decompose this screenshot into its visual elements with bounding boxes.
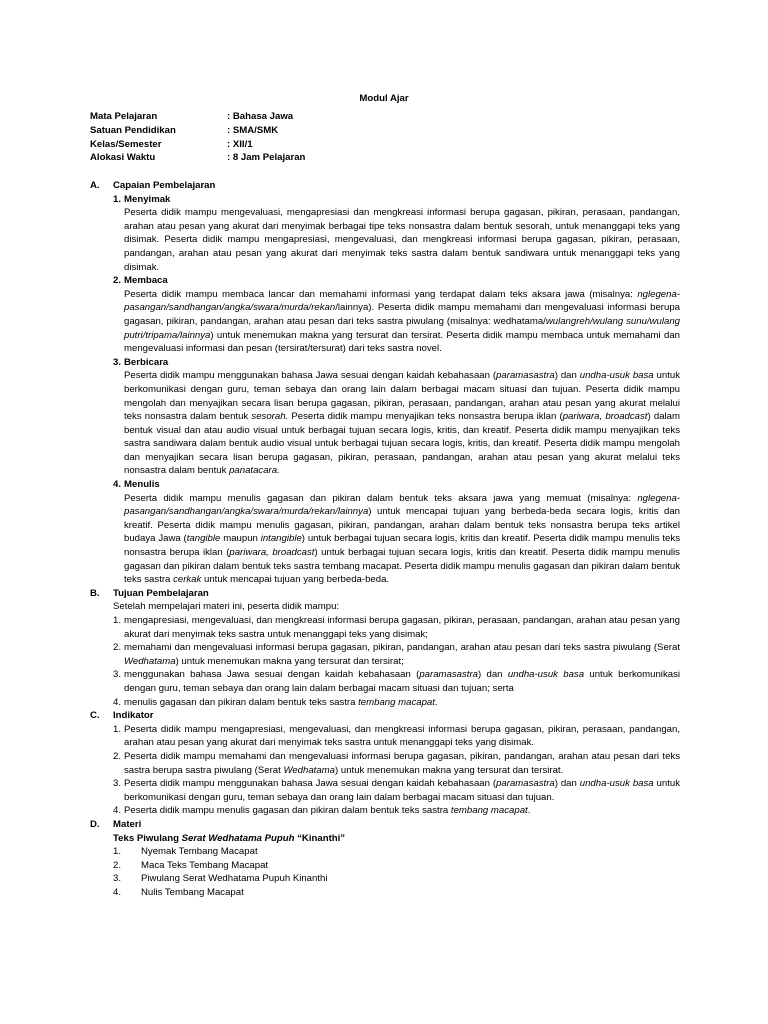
italic-text: cerkak <box>173 574 202 586</box>
italic-text: intangible <box>260 533 302 545</box>
document-content <box>90 179 680 899</box>
meta-key: Satuan Pendidikan <box>90 124 176 136</box>
list-number: 2. <box>113 750 122 762</box>
section-letter: B. <box>90 587 100 599</box>
list-text <box>124 777 680 804</box>
italic-text: pariwara, broadcast <box>229 547 315 559</box>
list-item <box>113 614 680 641</box>
meta-row <box>90 138 305 152</box>
subsection-heading <box>113 274 680 288</box>
list-number: 2. <box>113 859 122 871</box>
meta-value: : 8 Jam Pelajaran <box>227 152 306 164</box>
subsection-title: Membaca <box>124 275 168 287</box>
subsection-number: 4. <box>113 479 122 491</box>
section-letter: A. <box>90 180 100 191</box>
subsection-number: 2. <box>113 275 122 287</box>
italic-text: undha-usuk basa <box>579 778 654 790</box>
text-segment: Peserta didik mampu menulis gagasan dan pikiran dalam bentuk teks aksara jawa yang memuat (misalnya: <box>124 492 638 504</box>
document-title: Modul Ajar <box>359 93 409 104</box>
text-segment: Peserta didik mampu membaca lancar dan memahami informasi yang terdapat dalam teks aksara jawa (misalnya: <box>124 288 638 300</box>
text-segment: ) untuk menemukan makna yang tersurat dan tersirat. Peserta didik mampu membaca untuk memahami dan mengevaluasi informasi dan pesan (tersirat/tersurat) dari teks sastra novel. <box>124 329 680 355</box>
section-heading <box>90 179 680 193</box>
list-number: 1. <box>113 846 122 858</box>
text-segment: . <box>527 805 531 817</box>
text-segment: ) dan <box>554 370 580 382</box>
text-segment: Peserta didik mampu menggunakan bahasa Jawa sesuai dengan kaidah kebahasaan ( <box>124 370 497 382</box>
section-title: Capaian Pembelajaran <box>113 180 216 191</box>
section-letter: C. <box>90 710 100 722</box>
section-letter: D. <box>90 818 100 830</box>
list-text: Nyemak Tembang Macapat <box>141 846 258 858</box>
italic-text: paramasastra <box>496 778 555 790</box>
italic-text: paramasastra <box>419 669 478 681</box>
italic-text: pariwara, broadcast <box>562 411 648 423</box>
text-segment: ) dan <box>554 778 580 790</box>
materi-item <box>113 859 680 873</box>
list-text <box>124 696 680 710</box>
italic-text: nglegena-pasangan/sandhangan/angka/swara/murda/rekan/lainnya <box>124 492 680 518</box>
text-segment: ) dan <box>477 669 508 681</box>
list-item <box>113 750 680 777</box>
italic-text: Wedhatama <box>283 764 336 776</box>
meta-value: : XII/1 <box>227 138 253 150</box>
text-segment: Peserta didik mampu menyajikan teks nonsastra berupa iklan ( <box>288 411 563 423</box>
list-number: 4. <box>113 805 122 817</box>
italic-text: sesorah. <box>251 411 289 423</box>
subsection-title: Berbicara <box>124 356 169 368</box>
list-item <box>113 777 680 804</box>
italic-text: undha-usuk basa <box>579 370 654 382</box>
text-segment: ) untuk mencapai tujuan yang berbeda-beda secara logis, kritis dan kreatif. Peserta didik mampu menulis gagasan, pikiran, pandangan, arahan dalam bentuk teks nonsastra berupa teks artikel budaya Jawa ( <box>124 506 680 545</box>
meta-row <box>90 151 305 165</box>
list-text: Nulis Tembang Macapat <box>141 886 244 898</box>
section-intro: Setelah mempelajari materi ini, peserta didik mampu: <box>113 601 340 613</box>
text-segment: mengapresiasi, mengevaluasi, dan mengkreasi informasi berupa gagasan, pikiran, perasaan, pandangan, arahan atau pesan yang akurat dari menyimak teks sastra untuk menanggapi teks yang disimak; <box>124 615 680 640</box>
italic-text: Serat Wedhatama Pupuh <box>181 832 295 844</box>
list-item <box>113 641 680 668</box>
section-title: Indikator <box>113 710 154 722</box>
list-number: 4. <box>113 886 122 898</box>
subsection-number: 3. <box>113 356 122 368</box>
text-segment: Peserta didik mampu mengapresiasi, mengevaluasi, dan mengkreasi informasi berupa gagasan, pikiran, perasaan, pandangan, arahan atau pesan yang akurat dari menyimak teks sastra untuk menanggapi teks yang disimak. <box>124 723 680 749</box>
text-segment: “Kinanthi” <box>294 832 346 844</box>
text-segment: Peserta didik mampu memahami dan mengevaluasi informasi berupa gagasan, pikiran, pandangan, arahan atau pesan dari teks sastra berupa sastra piwulang (Serat <box>124 750 680 776</box>
italic-text: paramasastra <box>496 370 555 382</box>
italic-text: Wedhatama <box>124 655 176 667</box>
text-segment: /lainnya). Peserta didik mampu memahami dan mengevaluasi informasi berupa gagasan, pikiran, pandangan, arahan atau pesan dari teks sastra piwulang (misalnya: wedhatama/ <box>124 302 680 327</box>
italic-text: tangible <box>186 533 221 545</box>
text-segment: untuk berkomunikasi dengan guru, teman sebaya dan orang lain dalam berbagai macam situasi dan tujuan. <box>124 778 681 803</box>
italic-text: panatacara. <box>229 465 280 477</box>
italic-text: undha-usuk basa <box>507 669 585 681</box>
list-text <box>124 668 680 695</box>
text-segment: ) untuk berbagai tujuan secara logis, kritis dan kreatif. Peserta didik mampu menulis gagasan dan pikiran dalam bentuk teks sastra tembang macapat. Peserta didik mampu menulis gagasan dan pikiran dalam bentuk teks sastra <box>124 547 680 586</box>
text-segment: memahami dan mengevaluasi informasi berupa gagasan, pikiran, pandangan, arahan atau pesan dari teks sastra piwulang (Serat <box>124 642 680 654</box>
meta-key: Alokasi Waktu <box>90 152 156 164</box>
list-text <box>124 750 680 777</box>
list-text: Piwulang Serat Wedhatama Pupuh Kinanthi <box>141 873 328 885</box>
text-segment: menulis gagasan dan pikiran dalam bentuk teks sastra <box>124 696 359 708</box>
text-segment: ) untuk berbagai tujuan secara logis, kritis dan kreatif. Peserta didik mampu menulis teks nonsastra berupa iklan ( <box>124 533 680 559</box>
section-heading <box>90 818 680 832</box>
subsection-number: 1. <box>113 193 122 205</box>
subsection-title: Menulis <box>124 479 160 491</box>
text-segment: Peserta didik mampu mengevaluasi, mengapresiasi dan mengkreasi informasi berupa gagasan, pikiran, perasaan, pandangan, arahan atau pesan yang akurat dari menyimak berbagai tipe teks nonsastra dalam bentuk sesorah, untuk menanggapi teks yang disimak. Peserta didik mampu mengapresiasi, mengevaluasi, dan mengkreasi informasi berupa gagasan, pikiran, perasaan, pandangan, arahan atau pesan yang akurat dari menyimak teks sastra dalam bentuk sandiwara untuk menanggapi teks yang disimak. <box>124 207 680 273</box>
meta-table <box>90 110 305 165</box>
text-segment: untuk mencapai tujuan yang berbeda-beda. <box>201 574 390 586</box>
subsection-title: Menyimak <box>124 193 171 205</box>
list-number: 1. <box>113 615 122 626</box>
subsection-heading <box>113 193 680 207</box>
text-segment: Peserta didik mampu menulis gagasan dan pikiran dalam bentuk teks sastra <box>124 805 451 817</box>
list-text: Maca Teks Tembang Macapat <box>141 859 269 871</box>
list-item <box>113 804 680 818</box>
italic-text: tembang macapat <box>358 696 435 708</box>
materi-item <box>113 845 680 859</box>
text-segment: Teks Piwulang <box>113 832 182 844</box>
text-segment: Peserta didik mampu menggunakan bahasa Jawa sesuai dengan kaidah kebahasaan ( <box>124 778 497 790</box>
paragraph <box>124 206 680 274</box>
list-number: 3. <box>113 669 122 681</box>
paragraph <box>124 369 680 478</box>
text-segment: ) dalam bentuk visual dan atau audio visual untuk berbagai tujuan secara logis, kritis, dan kreatif. Peserta didik mampu menyajikan teks sastra sandiwara dalam bentuk audio visual untuk berbagai tujuan secara logis, kritis, dan kreatif. Peserta didik mampu mengolah dan menyajikan secara lisan berupa gagasan, pikiran, perasaan, pandangan, arahan atau pesan yang akurat melalui teks nonsastra dalam bentuk <box>124 411 680 477</box>
list-number: 4. <box>113 696 122 708</box>
text-segment: . <box>434 696 438 708</box>
subsection-heading <box>113 356 680 370</box>
list-number: 2. <box>113 642 122 654</box>
section-heading <box>90 709 680 723</box>
text-segment: untuk berkomunikasi dengan guru, teman sebaya dan orang lain dalam berbagai macam situasi dan tujuan. Peserta didik mampu mengolah dan menyajikan secara lisan berupa gagasan, pikiran, perasaan, pandangan, arahan atau pesan yang akurat melalui teks nonsastra dalam bentuk <box>124 370 681 423</box>
subsection-heading <box>113 478 680 492</box>
materi-item <box>113 872 680 886</box>
list-text <box>124 614 680 641</box>
materi-title <box>113 832 680 846</box>
meta-key: Mata Pelajaran <box>90 111 158 122</box>
meta-row <box>90 124 305 138</box>
meta-key: Kelas/Semester <box>90 138 162 150</box>
materi-item <box>113 886 680 900</box>
section-title: Tujuan Pembelajaran <box>113 587 209 599</box>
text-segment: untuk berkomunikasi dengan guru, teman sebaya dan orang lain dalam berbagai macam situasi dan tujuan; serta <box>124 669 680 694</box>
section-title: Materi <box>113 818 142 830</box>
meta-value: : SMA/SMK <box>227 124 279 136</box>
list-item <box>113 696 680 710</box>
paragraph <box>124 492 680 587</box>
text-segment: ) untuk menemukan makna yang tersurat dan tersirat. <box>335 764 564 776</box>
text-segment: ) untuk menemukan makna yang tersurat dan tersirat; <box>175 655 404 667</box>
paragraph <box>124 288 680 356</box>
list-text <box>124 723 680 750</box>
italic-text: nglegena-pasangan/sandhangan/angka/swara/murda/rekan <box>124 288 680 314</box>
italic-text: wulangreh/wulang sunu/wulang putri/tripama/lainnya <box>124 315 680 341</box>
list-number: 1. <box>113 723 122 735</box>
list-item <box>113 723 680 750</box>
meta-value: : Bahasa Jawa <box>227 111 294 122</box>
list-number: 3. <box>113 778 122 790</box>
list-text <box>124 804 680 818</box>
italic-text: tembang macapat <box>450 805 528 817</box>
list-text <box>124 641 680 668</box>
meta-row <box>90 110 305 124</box>
list-number: 3. <box>113 873 122 885</box>
list-item <box>113 668 680 695</box>
text-segment: menggunakan bahasa Jawa sesuai dengan kaidah kebahasaan ( <box>124 669 420 681</box>
section-heading <box>90 587 680 601</box>
text-segment: maupun <box>220 533 261 545</box>
